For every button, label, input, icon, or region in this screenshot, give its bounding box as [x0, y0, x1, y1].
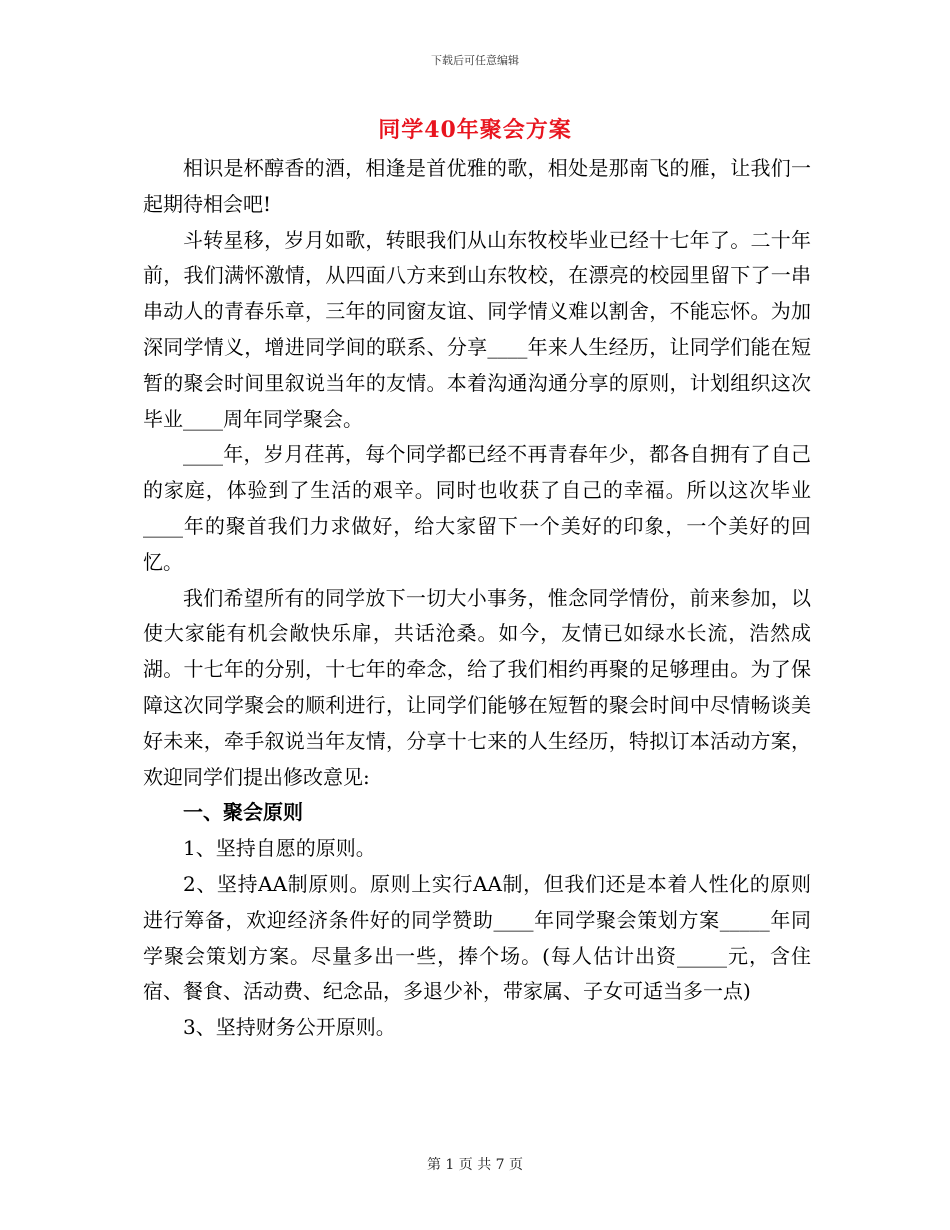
page-number: 第 1 页 共 7 页	[426, 1157, 524, 1173]
principle-item-3: 3、坚持财务公开原则。	[183, 1015, 396, 1040]
intro-paragraph: 相识是杯醇香的酒，相逢是首优雅的歌，相处是那南飞的雁，让我们一起期待相会吧!	[143, 156, 811, 216]
document-body	[143, 151, 811, 1046]
invitation-paragraph: 我们希望所有的同学放下一切大小事务，惟念同学情份，前来参加，以使大家能有机会敞快乐扉，共话沧桑。如今，友情已如绿水长流，浩然成湖。十七年的分别，十七年的牵念，给了我们相约再聚的足够理由。为了保障这次同学聚会的顺利进行，让同学们能够在短暂的聚会时间中尽情畅谈美好未来，牵手叙说当年友情，分享十七来的人生经历，特拟订本活动方案，欢迎同学们提出修改意见:	[143, 585, 811, 789]
principle-item-1: 1、坚持自愿的原则。	[183, 836, 376, 861]
document-title: 同学40年聚会方案	[378, 117, 572, 143]
background-paragraph: 斗转星移，岁月如歌，转眼我们从山东牧校毕业已经十七年了。二十年前，我们满怀激情，从四面八方来到山东牧校，在漂亮的校园里留下了一串串动人的青春乐章，三年的同窗友谊、同学情义难以割舍，不能忘怀。为加深同学情义，增进同学间的联系、分享____年来人生经历，让同学们能在短暂的聚会时间里叙说当年的友情。本着沟通沟通分享的原则，计划组织这次毕业____周年同学聚会。	[143, 227, 811, 431]
principle-item-2: 2、坚持AA制原则。原则上实行AA制，但我们还是本着人性化的原则进行筹备，欢迎经济条件好的同学赞助____年同学聚会策划方案_____年同学聚会策划方案。尽量多出一些，捧个场。(每人估计出资_____元，含住宿、餐食、活动费、纪念品，多退少补，带家属、子女可适当多一点)	[143, 871, 811, 1004]
section-heading-principles: 一、聚会原则	[183, 800, 303, 825]
years-paragraph: ____年，岁月荏苒，每个同学都已经不再青春年少，都各自拥有了自己的家庭，体验到了生活的艰辛。同时也收获了自己的幸福。所以这次毕业____年的聚首我们力求做好，给大家留下一个美好的印象，一个美好的回忆。	[143, 442, 811, 574]
page-header-note: 下载后可任意编辑	[431, 54, 519, 67]
